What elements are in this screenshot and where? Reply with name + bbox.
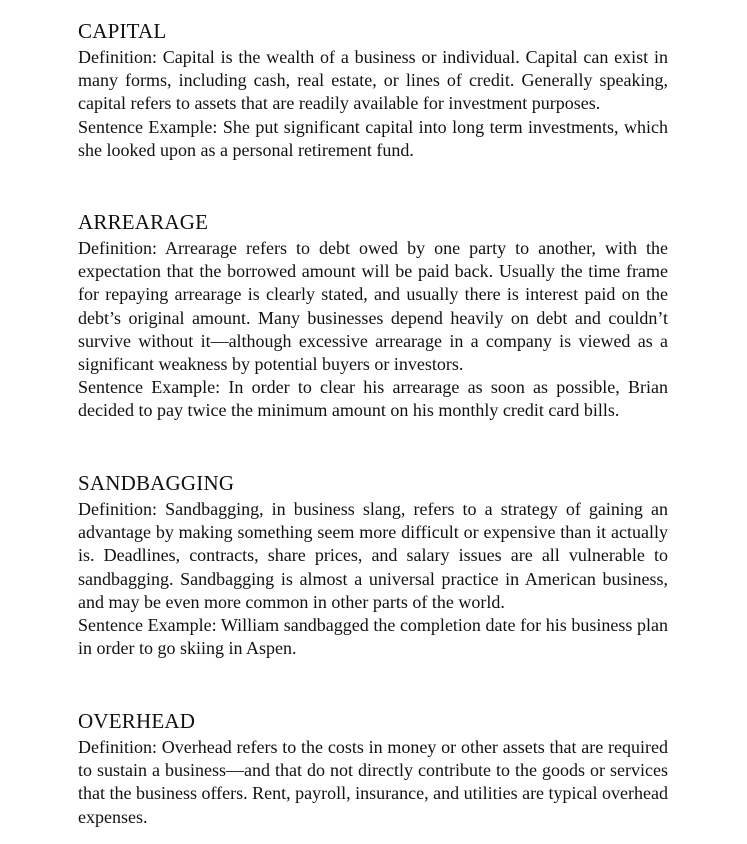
entry-sandbagging xyxy=(78,470,668,660)
entry-overhead xyxy=(78,708,668,829)
sentence-example-text: Sentence Example: She put significant capital into long term investments, which she looked upon as a personal retirement fund. xyxy=(78,116,668,160)
entry-capital xyxy=(78,18,668,162)
term-heading: SANDBAGGING xyxy=(78,471,235,495)
entry-arrearage xyxy=(78,209,668,423)
term-heading: ARREARAGE xyxy=(78,210,209,234)
definition-text: Definition: Arrearage refers to debt owed by one party to another, with the expectation that the borrowed amount will be paid back. Usually the time frame for repaying arrearage is clearly stated, and usually there is interest paid on the debt’s original amount. Many businesses depend heavily on debt and couldn’t survive without it—although excessive arrearage in a company is viewed as a significant weakness by potential buyers or investors. xyxy=(78,238,668,375)
term-heading: CAPITAL xyxy=(78,19,167,43)
term-heading: OVERHEAD xyxy=(78,709,196,733)
sentence-example-text: Sentence Example: In order to clear his arrearage as soon as possible, Brian decided to pay twice the minimum amount on his monthly credit card bills. xyxy=(78,377,668,421)
definition-text: Definition: Capital is the wealth of a business or individual. Capital can exist in many forms, including cash, real estate, or lines of credit. Generally speaking, capital refers to assets that are readily available for investment purposes. xyxy=(78,47,668,114)
sentence-example-text: Sentence Example: William sandbagged the completion date for his business plan in order to go skiing in Aspen. xyxy=(78,615,668,659)
definition-text: Definition: Overhead refers to the costs in money or other assets that are required to sustain a business—and that do not directly contribute to the goods or services that the business offers. Rent, payroll, insurance, and utilities are typical overhead expenses. xyxy=(78,737,668,827)
definition-text: Definition: Sandbagging, in business slang, refers to a strategy of gaining an advantage by making something seem more difficult or expensive than it actually is. Deadlines, contracts, share prices, and salary issues are all vulnerable to sandbagging. Sandbagging is almost a universal practice in American business, and may be even more common in other parts of the world. xyxy=(78,499,668,612)
